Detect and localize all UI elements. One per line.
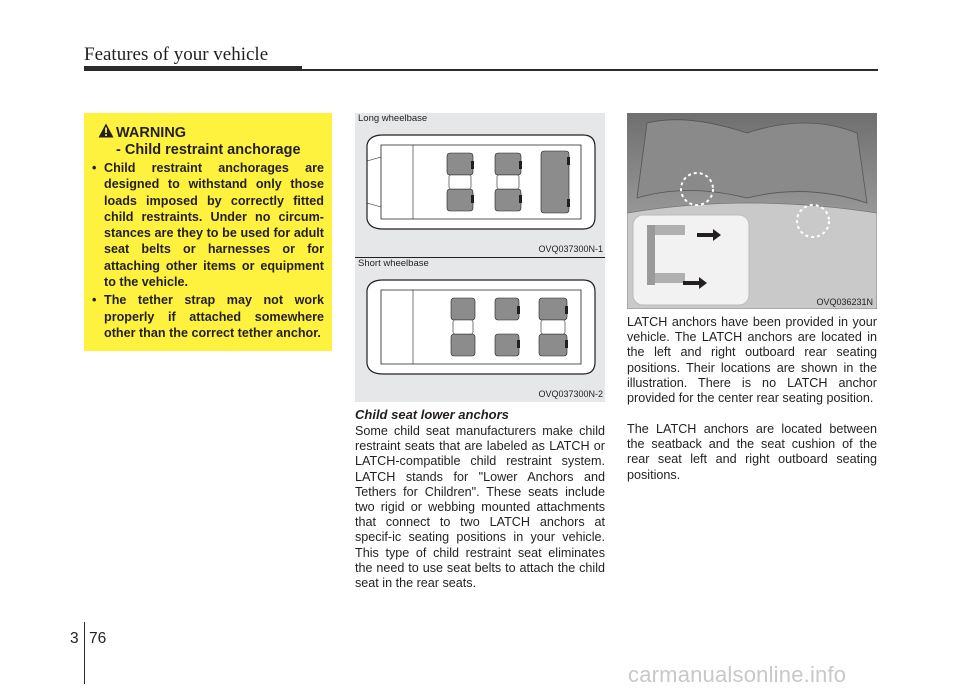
warning-item: • The tether strap may not work properly if attached somewhere other than the correct tether anchor. bbox=[92, 292, 324, 341]
figure-code: OVQ037300N-2 bbox=[538, 389, 603, 399]
section-paragraph: Some child seat manufacturers make child restraint seats that are labeled as LATCH or LATCH-compatible child restraint system. LATCH stands for "Lower Anchors and Tethers for Children". These seats include two rigid or webbing mounted attachments that connect to two LATCH anchors at specif-ic seating positions in your vehicle. This type of child restraint seat eliminates the need to use seat belts to attach the child seat in the rear seats. bbox=[355, 424, 605, 591]
short-wheelbase-figure bbox=[355, 258, 605, 402]
latch-anchor-figure bbox=[627, 113, 877, 309]
warning-item: • Child restraint anchorages are designed to withstand only those loads imposed by correctly fitted child restraints. Under no circum-stances are they to be used for adult seat belts or harnesses or for attaching other items or equipment to the vehicle. bbox=[92, 160, 324, 290]
footer-divider bbox=[84, 622, 85, 684]
header-rule bbox=[302, 69, 878, 71]
figure-code: OVQ036231N bbox=[816, 297, 873, 307]
chapter-number: 3 bbox=[70, 630, 79, 647]
warning-box bbox=[84, 113, 332, 351]
warning-list bbox=[92, 160, 324, 343]
long-wheelbase-figure bbox=[355, 113, 605, 257]
figure-caption: Short wheelbase bbox=[358, 258, 429, 269]
page-number: 76 bbox=[89, 630, 107, 647]
warning-triangle-icon bbox=[98, 123, 114, 138]
section-heading: Child seat lower anchors bbox=[355, 407, 509, 422]
latch-paragraph-2: The LATCH anchors are located between the seatback and the seat cushion of the rear seat left and right outboard seating positions. bbox=[627, 422, 877, 482]
page-header-title: Features of your vehicle bbox=[84, 44, 269, 65]
van-seating-diagram-short bbox=[355, 258, 605, 402]
warning-subtitle: - Child restraint anchorage bbox=[116, 142, 301, 158]
latch-paragraph-1: LATCH anchors have been provided in your vehicle. The LATCH anchors are located in the left and right outboard rear seating positions. Their locations are shown in the illustration. There is no LATCH anchor provided for the center rear seating position. bbox=[627, 315, 877, 406]
rear-seat-illustration bbox=[627, 113, 877, 309]
van-seating-diagram-long bbox=[355, 113, 605, 257]
figure-caption: Long wheelbase bbox=[358, 113, 428, 124]
figure-code: OVQ037300N-1 bbox=[538, 244, 603, 254]
header-bar bbox=[84, 66, 302, 71]
watermark: carmanualsonline.info bbox=[628, 662, 847, 687]
warning-title: WARNING bbox=[116, 125, 187, 141]
